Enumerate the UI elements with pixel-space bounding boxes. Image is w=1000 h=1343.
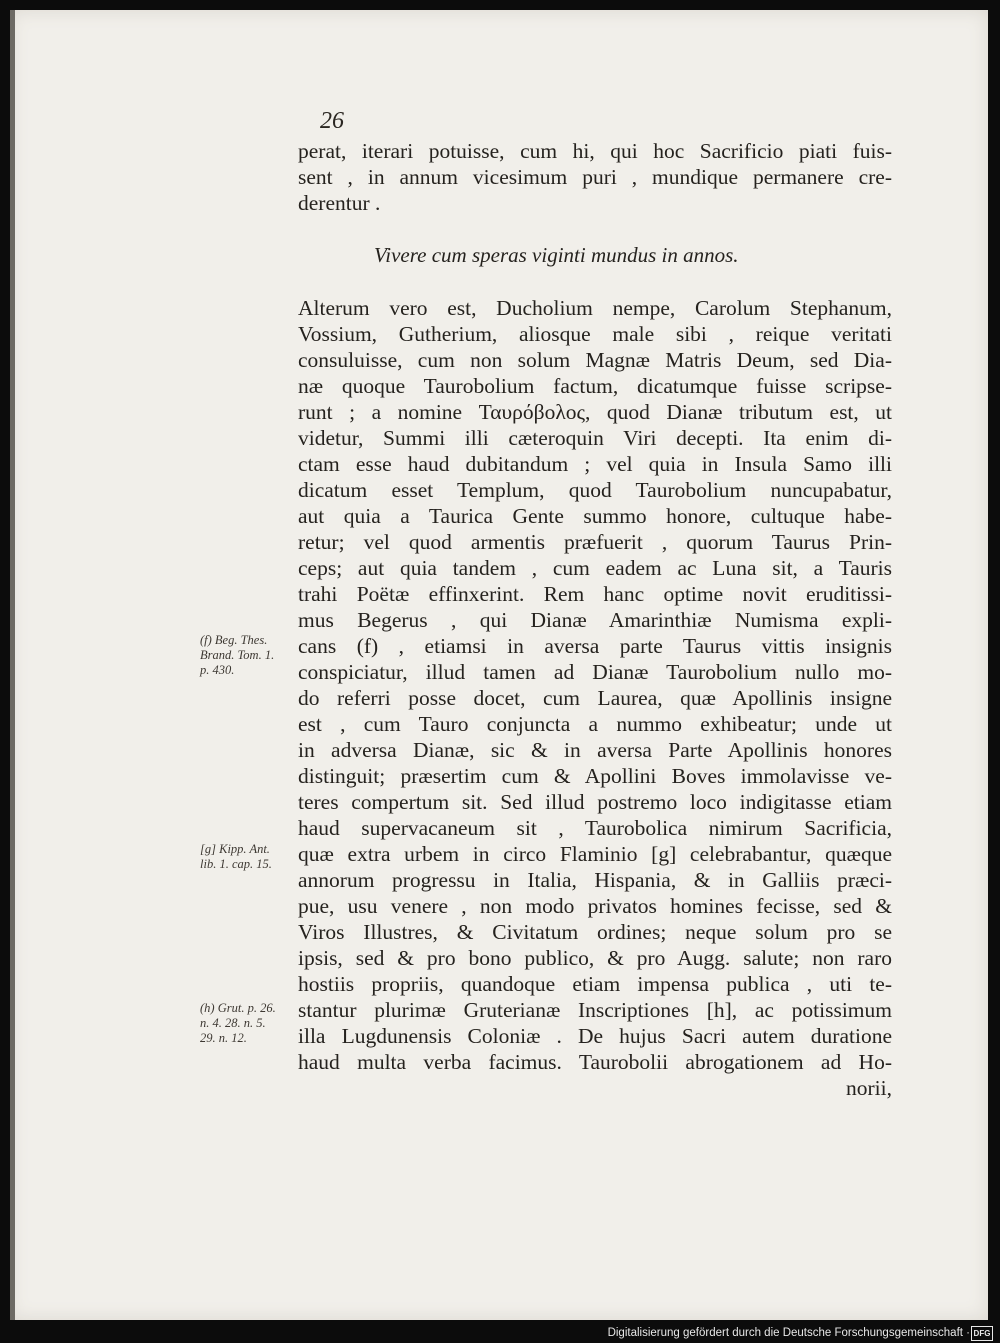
text-line: dicatum esset Templum, quod Taurobolium nuncupabatur, [298, 478, 892, 502]
text-line: cans (f) , etiamsi in aversa parte Taurus vittis insignis [298, 634, 892, 658]
text-line: Vossium, Gutherium, aliosque male sibi , reique veritati [298, 322, 892, 346]
main-paragraph [298, 295, 892, 1101]
text-line: mus Begerus , qui Dianæ Amarinthiæ Numisma expli- [298, 608, 892, 632]
text-line: in adversa Dianæ, sic & in aversa Parte Apollinis honores [298, 738, 892, 762]
text-line: stantur plurimæ Gruterianæ Inscriptiones [h], ac potissimum [298, 998, 892, 1022]
text-line: runt ; a nomine Ταυρόβολος, quod Dianæ tributum est, ut [298, 400, 892, 424]
text-line: consuluisse, cum non solum Magnæ Matris Deum, sed Dia- [298, 348, 892, 372]
text-line: do referri posse docet, cum Laurea, quæ Apollinis insigne [298, 686, 892, 710]
page-edge-shadow [10, 10, 15, 1320]
top-paragraph [298, 138, 892, 216]
text-line: hostiis propriis, quandoque etiam impensa publica , uti te- [298, 972, 892, 996]
note-line: lib. 1. cap. 15. [200, 857, 272, 871]
footer-credit: Digitalisierung gefördert durch die Deutsche Forschungsgemeinschaft · [607, 1327, 970, 1339]
text-line: aut quia a Taurica Gente summo honore, cultuque habe- [298, 504, 892, 528]
note-line: (f) Beg. Thes. [200, 633, 268, 647]
text-line: retur; vel quod armentis præfuerit , quorum Taurus Prin- [298, 530, 892, 554]
note-line: Brand. Tom. 1. [200, 648, 275, 662]
text-line: quæ extra urbem in circo Flaminio [g] celebrabantur, quæque [298, 842, 892, 866]
text-line: est , cum Tauro conjuncta a nummo exhibeatur; unde ut [298, 712, 892, 736]
note-line: n. 4. 28. n. 5. [200, 1016, 266, 1030]
text-line: videtur, Summi illi cæteroquin Viri decepti. Ita enim di- [298, 426, 892, 450]
margin-note-f [200, 633, 312, 678]
text-line: næ quoque Taurobolium factum, dicatumque fuisse scripse- [298, 374, 892, 398]
text-line: illa Lugdunensis Coloniæ . De hujus Sacri autem duratione [298, 1024, 892, 1048]
text-line: ipsis, sed & pro bono publico, & pro Augg. salute; non raro [298, 946, 892, 970]
text-line: derentur . [298, 191, 381, 215]
text-line: sent , in annum vicesimum puri , mundique permanere cre- [298, 165, 892, 189]
note-line: [g] Kipp. Ant. [200, 842, 270, 856]
text-line: haud supervacaneum sit , Taurobolica nimirum Sacrificia, [298, 816, 892, 840]
text-line: haud multa verba facimus. Taurobolii abrogationem ad Ho- [298, 1050, 892, 1074]
note-line: (h) Grut. p. 26. [200, 1001, 276, 1015]
note-line: 29. n. 12. [200, 1031, 247, 1045]
dfg-logo-icon: DFG [971, 1326, 993, 1341]
margin-note-h [200, 1001, 312, 1046]
text-line: distinguit; præsertim cum & Apollini Boves immolavisse ve- [298, 764, 892, 788]
text-line: annorum progressu in Italia, Hispania, & in Galliis præci- [298, 868, 892, 892]
text-line: perat, iterari potuisse, cum hi, qui hoc Sacrificio piati fuis- [298, 139, 892, 163]
text-line: Alterum vero est, Ducholium nempe, Carolum Stephanum, [298, 296, 892, 320]
margin-note-g [200, 842, 312, 872]
text-line: pue, usu venere , non modo privatos homines fecisse, sed & [298, 894, 892, 918]
text-line: ctam esse haud dubitandum ; vel quia in Insula Samo illi [298, 452, 892, 476]
catchword: norii, [846, 1076, 892, 1100]
note-line: p. 430. [200, 663, 235, 677]
text-line: Viros Illustres, & Civitatum ordines; neque solum pro se [298, 920, 892, 944]
text-line: teres compertum sit. Sed illud postremo loco indigitasse etiam [298, 790, 892, 814]
text-line: conspiciatur, illud tamen ad Dianæ Taurobolium nullo mo- [298, 660, 892, 684]
text-line: ceps; aut quia tandem , cum eadem ac Luna sit, a Tauris [298, 556, 892, 580]
verse-quotation: Vivere cum speras viginti mundus in annos. [374, 243, 739, 267]
text-line: trahi Poëtæ effinxerint. Rem hanc optime novit eruditissi- [298, 582, 892, 606]
page-number: 26 [320, 108, 344, 134]
